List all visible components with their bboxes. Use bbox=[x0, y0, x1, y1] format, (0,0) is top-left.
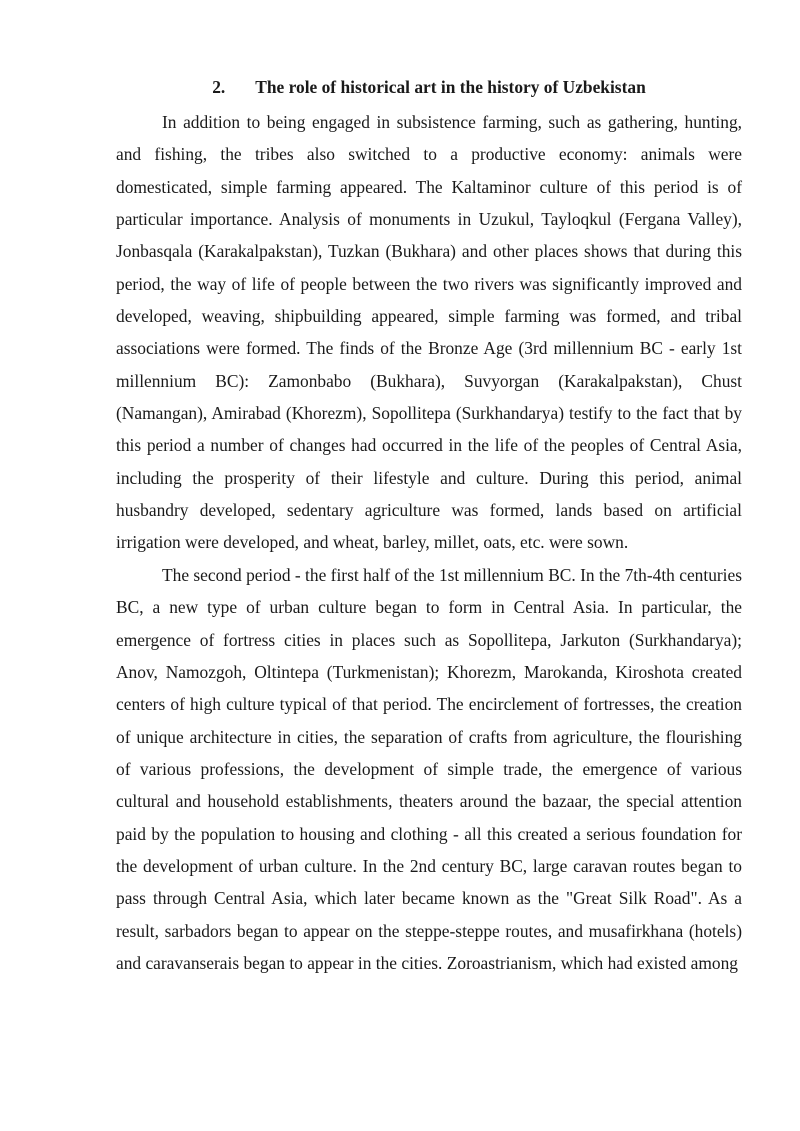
section-title: The role of historical art in the history of Uzbekistan bbox=[255, 77, 646, 97]
document-body bbox=[116, 106, 742, 979]
paragraph-second-period: The second period - the first half of the 1st millennium BC. In the 7th-4th centuries BC, a new type of urban culture began to form in Central Asia. In particular, the emergence of fortress cities in places such as Sopollitepa, Jarkuton (Surkhandarya); Anov, Namozgoh, Oltintepa (Turkmenistan); Khorezm, Marokanda, Kiroshota created centers of high culture typical of that period. The encirclement of fortresses, the creation of unique architecture in cities, the separation of crafts from agriculture, the flourishing of various professions, the development of simple trade, the emergence of various cultural and household establishments, theaters around the bazaar, the special attention paid by the population to housing and clothing - all this created a serious foundation for the development of urban culture. In the 2nd century BC, large caravan routes began to pass through Central Asia, which later became known as the "Great Silk Road". As a result, sarbadors began to appear on the steppe-steppe routes, and musafirkhana (hotels) and caravanserais began to appear in the cities. Zoroastrianism, which had existed among bbox=[116, 564, 742, 973]
paragraph-bronze-age: In addition to being engaged in subsistence farming, such as gathering, hunting, and fishing, the tribes also switched to a productive economy: animals were domesticated, simple farming appeared. The Kaltaminor culture of this period is of particular importance. Analysis of monuments in Uzukul, Tayloqkul (Fergana Valley), Jonbasqala (Karakalpakstan), Tuzkan (Bukhara) and other places shows that during this period, the way of life of people between the two rivers was significantly improved and developed, weaving, shipbuilding appeared, simple farming was formed, and tribal associations were formed. The finds of the Bronze Age (3rd millennium BC - early 1st millennium BC): Zamonbabo (Bukhara), Suvyorgan (Karakalpakstan), Chust (Namangan), Amirabad (Khorezm), Sopollitepa (Surkhandarya) testify to the fact that by this period a number of changes had occurred in the life of the peoples of Central Asia, including the prosperity of their lifestyle and culture. During this period, animal husbandry developed, sedentary agriculture was formed, lands based on artificial irrigation were developed, and wheat, barley, millet, oats, etc. were sown. bbox=[116, 112, 742, 553]
section-number: 2. bbox=[212, 77, 226, 97]
section-heading bbox=[116, 74, 742, 100]
